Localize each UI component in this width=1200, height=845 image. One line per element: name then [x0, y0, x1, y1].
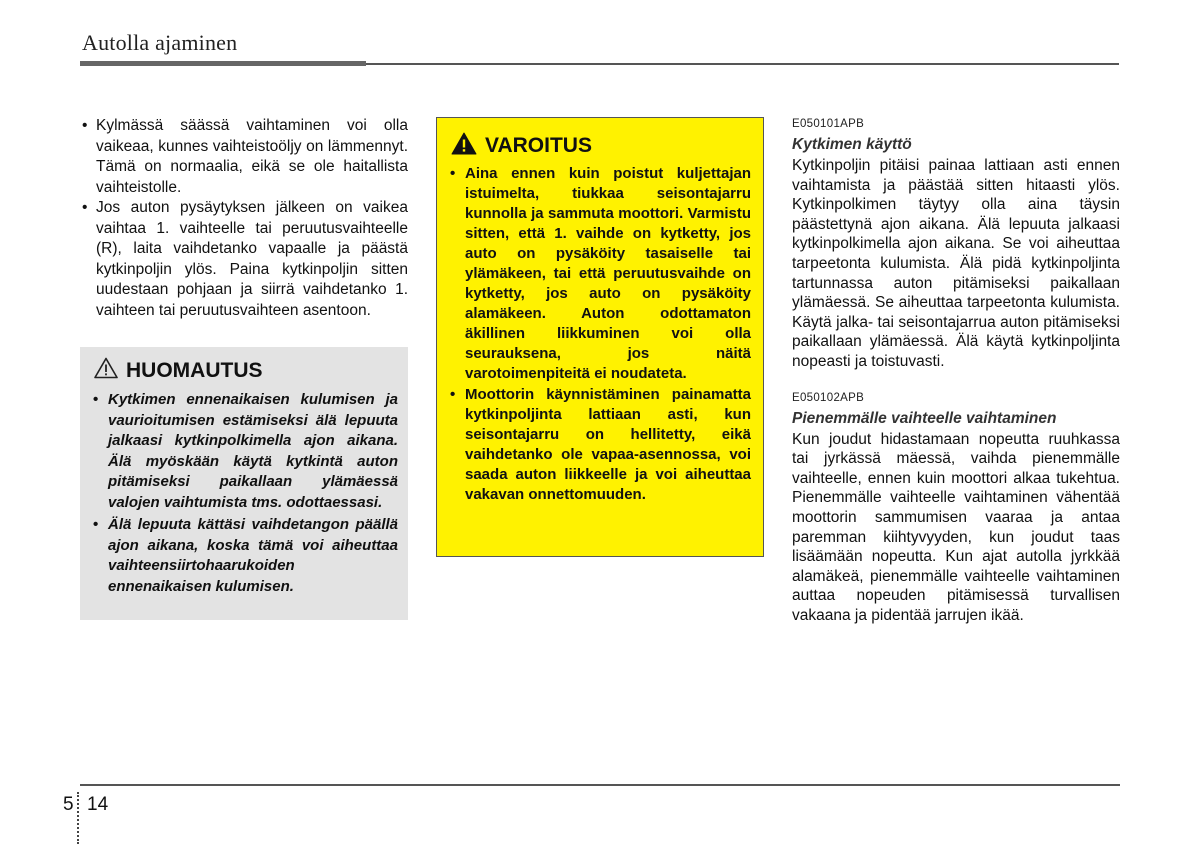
section-text: Kun joudut hidastamaan nopeutta ruuhkassa tai jyrkässä mäessä, vaihda pienemmälle vaihteelle, ennen kuin moottori alkaa tukehtua. Pienemmälle vaihteelle vaihtaminen vähentää moottorin sammumisen vaaraa ja antaa paremman kiihtyvyyden, kun joudut taas lisäämään nopeutta. Kun ajat autolla jyrkkää alamäkeä, pienemmälle vaihteelle vaihtaminen auttaa nopeuden pitämisessä turvallisen vakaana ja pidentää jarrujen ikää. — [792, 430, 1120, 624]
footer-rule — [80, 784, 1120, 786]
list-item: • Kytkimen ennenaikaisen kulumisen ja vaurioitumisen estämiseksi älä lepuuta jalkaasi kytkinpolkimella ajon aikana. Älä myöskään käytä kytkintä auton pitämiseksi paikallaan ylämäessä valojen vaihtumista tms. odottaessasi. — [90, 390, 398, 513]
warning-list — [447, 164, 751, 505]
page-header-title: Autolla ajaminen — [82, 30, 238, 55]
notice-header — [94, 357, 398, 384]
section-code: E050102APB — [792, 391, 865, 404]
warning-box — [436, 117, 764, 557]
notice-title: HUOMAUTUS — [126, 358, 263, 382]
notice-list — [90, 390, 398, 597]
warning-title: VAROITUS — [485, 134, 592, 157]
caution-triangle-icon — [94, 357, 118, 384]
spacer — [792, 372, 1120, 392]
notice-box — [80, 347, 408, 620]
section-heading: Pienemmälle vaihteelle vaihtaminen — [792, 409, 1057, 427]
page-number: 14 — [87, 794, 109, 815]
warning-triangle-icon — [451, 132, 477, 160]
list-item: • Älä lepuuta kättäsi vaihdetangon päällä ajon aikana, koska tämä voi aiheuttaa vaihteensiirtohaarukoiden ennenaikaisen kulumisen. — [90, 515, 398, 597]
list-item: • Aina ennen kuin poistut kuljettajan istuimelta, tiukkaa seisontajarru kunnolla ja sammuta moottori. Varmistu sitten, että 1. vaihde on kytketty, jos auto on pysäköity tasaiselle tai ylämäkeen, tai että peruutusvaihde on kytketty, jos auto on pysäköity alamäkeen. Auton odottamaton äkillinen liikkuminen voi olla seurauksena, jos näitä varotoimenpiteitä ei noudateta. — [447, 164, 751, 384]
header-rule-thin — [366, 63, 1119, 65]
section-text: Kytkinpoljin pitäisi painaa lattiaan asti ennen vaihtamista ja päästää sitten hitaasti ylös. Kytkinpolkimen täytyy olla aina täysin päästettynä ajon aikana. Älä lepuuta jalkaasi kytkinpolkimella ajon aikana. Se voi aiheuttaa tarpeetonta kulumista. Älä pidä kytkinpoljinta tartunnassa auton pitämiseksi paikallaan ylämäessä. Se aiheuttaa tarpeetonta kulumista. Käytä jalka- tai seisontajarrua auton pitämiseksi paikallaan ylämäessä. Älä käytä kytkinpoljinta nopeasti ja toistuvasti. — [792, 157, 1120, 370]
header-rule-thick — [80, 61, 366, 66]
list-item: • Moottorin käynnistäminen painamatta kytkinpoljinta lattiaan asti, kun seisontajarru on hellitetty, eikä vaihdetanko ole vapaa-asennossa, voi saada auton liikkeelle ja voi aiheuttaa vakavan onnettomuuden. — [447, 385, 751, 505]
list-item: • Jos auton pysäytyksen jälkeen on vaikea vaihtaa 1. vaihteelle tai peruutusvaihteelle (R), laita vaihdetanko vapaalle ja päästä kytkinpoljin ylös. Paina kytkinpoljin sitten uudestaan pohjaan ja siirrä vaihdetanko 1. vaihteen tai peruutusvaihteen asentoon. — [80, 198, 408, 321]
column-right — [792, 118, 1120, 625]
column-left — [80, 116, 408, 321]
warning-header — [451, 132, 751, 160]
page-section-number: 5 — [63, 794, 74, 815]
section-heading: Kytkimen käyttö — [792, 136, 912, 153]
page-number-divider — [77, 792, 79, 844]
list-item: • Kylmässä säässä vaihtaminen voi olla vaikeaa, kunnes vaihteistoöljy on lämmennyt. Tämä on normaalia, eikä se ole haitallista vaihteistolle. — [80, 116, 408, 198]
bullet-list — [80, 116, 408, 321]
section-code: E050101APB — [792, 118, 865, 130]
